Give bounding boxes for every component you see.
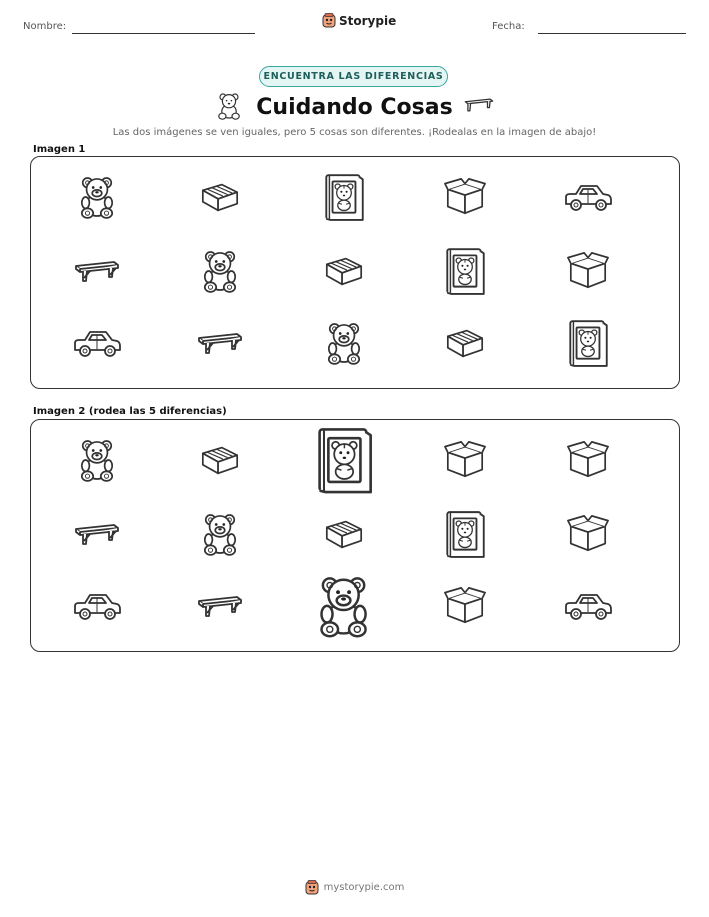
teddy-bear-icon[interactable]: [78, 438, 116, 482]
image2-panel: [30, 419, 680, 652]
box-icon: [444, 177, 486, 217]
car-icon: [72, 327, 122, 359]
teddy-bear-icon: [78, 175, 116, 219]
tiger-book-icon: [323, 172, 365, 222]
tiger-book-icon[interactable]: [315, 425, 374, 495]
footer: [0, 880, 709, 895]
name-label: Nombre:: [23, 21, 67, 32]
storypie-mascot-icon: [322, 13, 336, 28]
activity-badge: ENCUENTRA LAS DIFERENCIAS: [259, 66, 448, 87]
brick-icon: [444, 326, 486, 360]
brand-name: Storypie: [339, 13, 397, 28]
brick-icon[interactable]: [199, 443, 241, 477]
car-icon[interactable]: [72, 590, 122, 622]
box-icon[interactable]: [567, 440, 609, 480]
tiger-book-icon[interactable]: [444, 509, 486, 559]
storypie-mascot-icon: [305, 880, 319, 895]
date-label: Fecha:: [492, 21, 525, 32]
box-icon[interactable]: [567, 514, 609, 554]
teddy-bear-icon: [325, 321, 363, 365]
title-shelf-icon: [464, 96, 494, 114]
date-line: [538, 33, 686, 34]
car-icon[interactable]: [563, 590, 613, 622]
shelf-icon: [197, 330, 243, 356]
tiger-book-icon: [444, 246, 486, 296]
teddy-bear-icon: [201, 249, 239, 293]
tiger-book-icon: [567, 318, 609, 368]
brick-icon[interactable]: [323, 517, 365, 551]
shelf-icon[interactable]: [197, 593, 243, 619]
car-icon: [563, 181, 613, 213]
teddy-bear-icon[interactable]: [316, 574, 371, 638]
box-icon[interactable]: [444, 440, 486, 480]
image2-label: Imagen 2 (rodea las 5 diferencias): [33, 406, 227, 417]
brick-icon: [323, 254, 365, 288]
name-line: [72, 33, 255, 34]
footer-url: mystorypie.com: [323, 882, 405, 893]
brick-icon: [199, 180, 241, 214]
box-icon[interactable]: [444, 586, 486, 626]
shelf-icon: [74, 258, 120, 284]
page-title: Cuidando Cosas: [256, 95, 453, 120]
brand-logo: [322, 13, 396, 28]
image1-panel: [30, 156, 680, 389]
shelf-icon[interactable]: [74, 521, 120, 547]
teddy-bear-icon[interactable]: [201, 512, 239, 556]
image1-label: Imagen 1: [33, 144, 86, 155]
instructions: Las dos imágenes se ven iguales, pero 5 cosas son diferentes. ¡Rodealas en la imagen de abajo!: [112, 127, 597, 138]
box-icon: [567, 251, 609, 291]
